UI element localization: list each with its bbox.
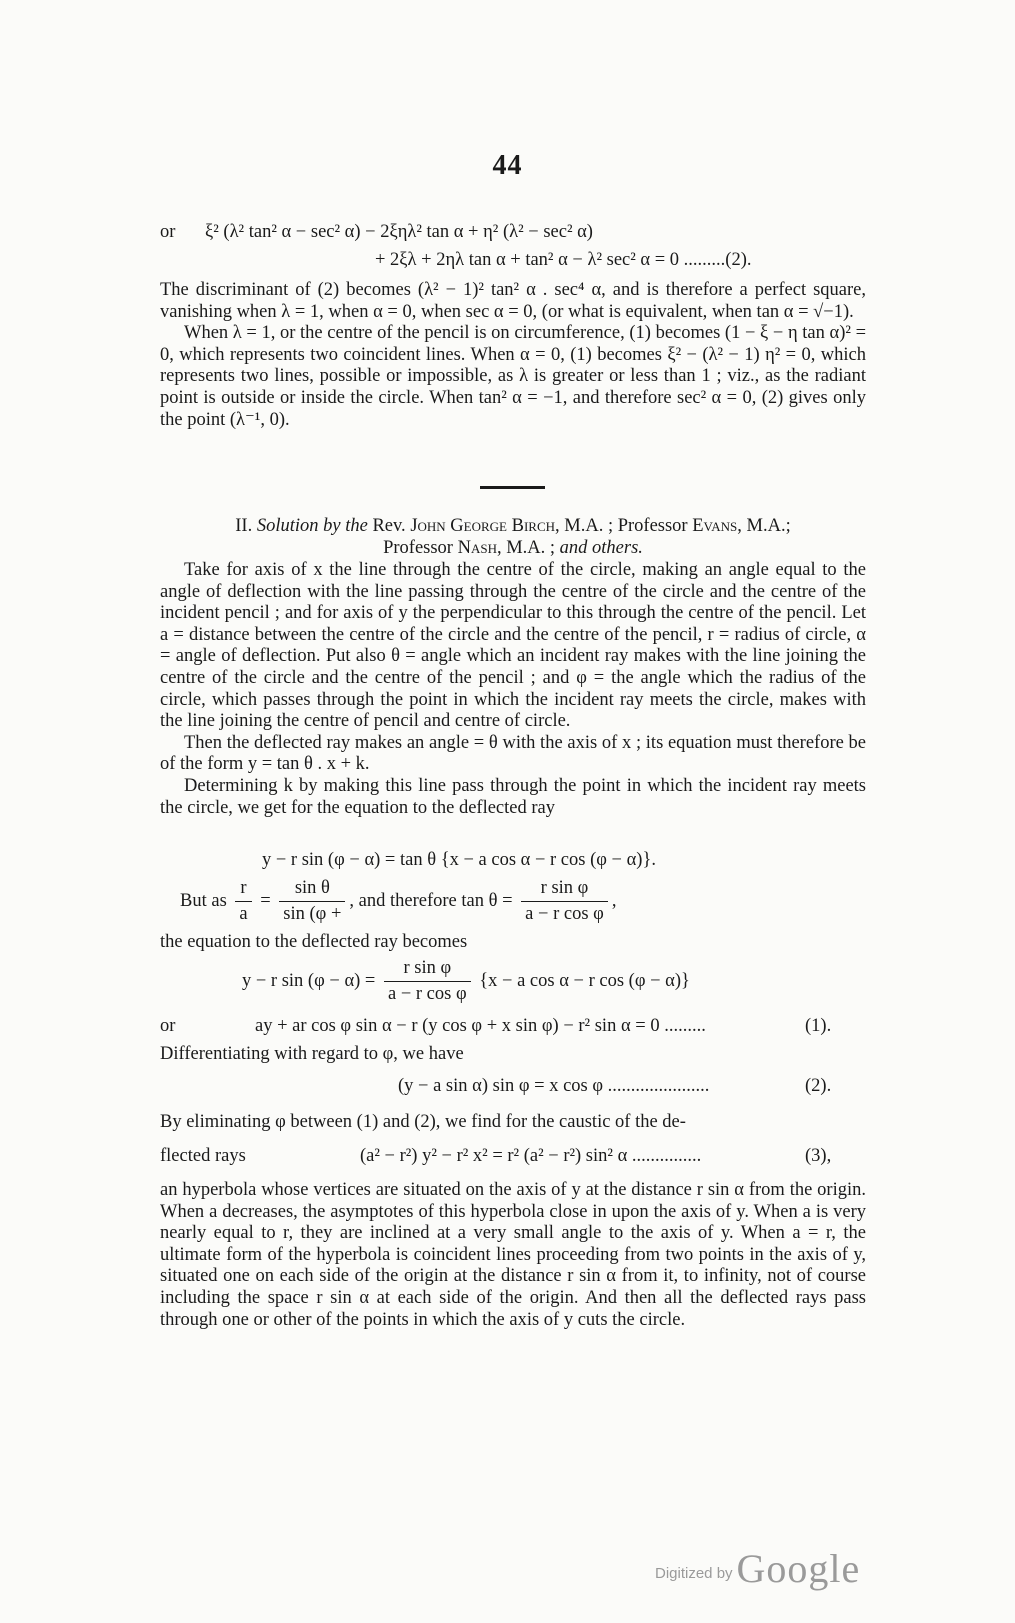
equation-deflected-ray: y − r sin (φ − α) = tan θ {x − a cos α − r cos (φ − α)}. [262, 850, 656, 870]
or-label-top: or [160, 222, 176, 242]
equation-deflected-ray-2 [242, 958, 690, 1005]
but-as-label: But as [180, 890, 227, 911]
fraction-sin-theta [279, 878, 345, 925]
equation-1-number: (1). [805, 1016, 832, 1036]
fraction-numerator: r [235, 878, 251, 902]
but-as-line [180, 878, 616, 925]
and-therefore-text: , and therefore tan θ = [349, 890, 513, 911]
author-degree: , M.A. ; Professor [555, 516, 688, 536]
paragraph-setup [160, 560, 866, 819]
author-birch: John George Birch [410, 516, 556, 536]
author-degree: , M.A.; [737, 516, 791, 536]
fraction-denominator: sin (φ + [283, 904, 342, 924]
fraction-numerator: sin θ [279, 878, 345, 902]
paragraph-text: Differentiating with regard to φ, we have [160, 1044, 464, 1064]
page-number: 44 [492, 150, 523, 181]
equation-top-line1: ξ² (λ² tan² α − sec² α) − 2ξηλ² tan α + η² (λ² − sec² α) [205, 222, 593, 242]
title-professor: Professor [383, 537, 453, 558]
solution-by: Solution by the [256, 516, 368, 536]
paragraph-discriminant [160, 280, 866, 431]
equation-2-number: (2). [805, 1076, 832, 1096]
comma: , [611, 890, 617, 911]
google-logo: Google [736, 1546, 861, 1591]
author-evans: Evans [692, 516, 738, 536]
fraction-numerator: r sin φ [521, 878, 608, 902]
paragraph-text: Take for axis of x the line through the centre of the circle, making an angle equal to the angle of deflection with the line passing through the centre of the circle and the centre of the incident pencil ; and for axis of y the perpendicular to this through the centre of the pencil. Let a = distance between the centre of the circle and the centre of the pencil, r = radius of circle, α = angle of deflection. Put also θ = angle which an incident ray makes with the line joining the centre of the circle and the centre of the pencil ; and φ = the angle which the radius of the circle, which passes through the point in which the incident ray meets the circle, makes with the line joining the centre of pencil and centre of circle. [160, 560, 866, 732]
paragraph-text: By eliminating φ between (1) and (2), we find for the caustic of the de- [160, 1112, 686, 1132]
paragraph-text: When λ = 1, or the centre of the pencil is on circumference, (1) becomes (1 − ξ − η tan α)² = 0, which represents two coincident lines. When α = 0, (1) becomes ξ² − (λ² − 1) η² = 0, which represents two lines, possible or impossible, as λ is greater or less than 1 ; viz., as the radiant point is outside or inside the circle. When tan² α = −1, and therefore sec² α = 0, (2) gives only the point (λ⁻¹, 0). [160, 323, 866, 430]
equation-3-number: (3), [805, 1146, 832, 1166]
paragraph-text: The discriminant of (2) becomes (λ² − 1)² tan² α . sec⁴ α, and is therefore a perfect square, vanishing when λ = 1, when α = 0, when sec α = 0, (or what is equivalent, when tan α = √−1). [160, 280, 866, 322]
fraction-rsinphi [384, 958, 471, 1005]
solution-header [160, 516, 866, 559]
equation-2: (y − a sin α) sin φ = x cos φ ...................... [398, 1076, 710, 1096]
paragraph-text: an hyperbola whose vertices are situated on the axis of y at the distance r sin α from the origin. When a decreases, the asymptotes of this hyperbola close in upon the axis of y. When a is very nearly equal to r, they are inclined at a very small angle to the axis of y. When a = r, the ultimate form of the hyperbola is coincident lines proceeding from two points in the axis of y, situated one on each side of the origin at the distance r sin α from it, to infinity, not of course including the space r sin α at each side of the origin. And then all the deflected rays pass through one or other of the points in which the axis of y cuts the circle. [160, 1180, 866, 1330]
section-number: II. [235, 516, 253, 536]
title-rev: Rev. [372, 516, 406, 536]
fraction-r-over-a [235, 878, 251, 925]
paragraph-text: Then the deflected ray makes an angle = θ with the axis of x ; its equation must therefore be of the form y = tan θ . x + k. [160, 732, 866, 775]
paragraph-text: the equation to the deflected ray becomes [160, 932, 468, 952]
author-degree: , M.A. ; [496, 537, 556, 558]
fraction-denominator: a [239, 904, 248, 924]
or-label-eq1: or [160, 1016, 176, 1036]
digitized-watermark [655, 1545, 860, 1592]
solution-header-line [160, 516, 866, 538]
equation-lhs: y − r sin (φ − α) = [242, 970, 376, 991]
equation-1: ay + ar cos φ sin α − r (y cos φ + x sin φ) − r² sin α = 0 ......... [255, 1016, 706, 1036]
paragraph-text: Determining k by making this line pass through the point in which the incident ray meets the circle, we get for the equation to the deflected ray [160, 775, 866, 818]
equals-sign: = [260, 890, 271, 911]
equation-rhs: {x − a cos α − r cos (φ − α)} [479, 970, 690, 991]
solution-header-line2 [160, 538, 866, 560]
fraction-denominator: a − r cos φ [388, 984, 467, 1004]
paragraph-hyperbola [160, 1180, 866, 1331]
author-nash: Nash [457, 537, 497, 558]
equation-top-line2: + 2ξλ + 2ηλ tan α + tan² α − λ² sec² α = 0 .........(2). [375, 250, 752, 270]
digitized-label: Digitized by [655, 1565, 733, 1582]
and-others: and others. [559, 537, 643, 558]
flected-rays-label: flected rays [160, 1146, 246, 1166]
fraction-tan-theta [521, 878, 608, 925]
fraction-numerator: r sin φ [384, 958, 471, 982]
section-divider [480, 486, 545, 489]
equation-3: (a² − r²) y² − r² x² = r² (a² − r²) sin² α ............... [360, 1146, 702, 1166]
fraction-denominator: a − r cos φ [525, 904, 604, 924]
